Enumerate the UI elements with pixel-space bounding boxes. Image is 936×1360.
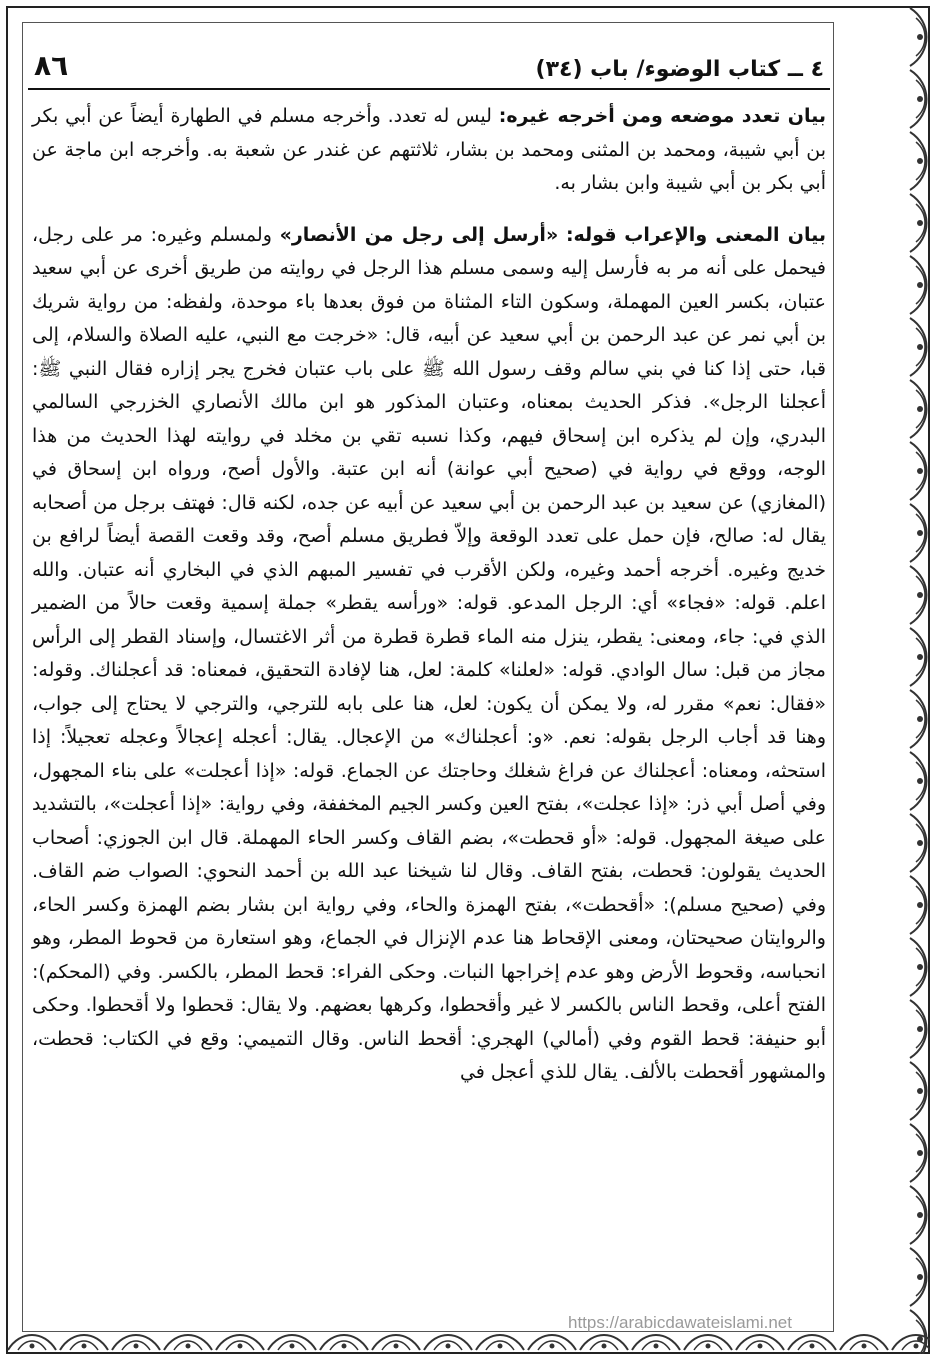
section-text: ليس له تعدد. وأخرجه مسلم في الطهارة أيضاً عن أبي بكر بن أبي شيبة، ومحمد بن المثنى ومحمد بن بشار، ثلاثتهم عن غندر عن شعبة به. وأخرجه ابن ماجة عن أبي بكر بن أبي شيبة وابن بشار به. (32, 105, 826, 194)
page-body (28, 90, 830, 1090)
page-number: ٨٦ (34, 49, 69, 82)
section-occurrence (32, 100, 826, 201)
hadith-quote: «أرسل إلى رجل من الأنصار» (279, 223, 559, 246)
quote-label: قوله: (565, 223, 617, 246)
section-heading: بيان تعدد موضعه ومن أخرجه غيره: (498, 105, 826, 127)
running-head: ٤ ــ كتاب الوضوء/ باب (٣٤) (535, 57, 824, 82)
side-ornament-border (846, 6, 930, 1354)
section-text: ولمسلم وغيره: مر على رجل، فيحمل على أنه مر به فأرسل إليه وسمى مسلم هذا الرجل في روايته من طريق أخرى عن أبي سعيد عتبان، بكسر العين المهملة، وسكون التاء المثناة من فوق بعدها باء موحدة، ولفظه: من رواية شريك بن أبي نمر عن عبد الرحمن بن أبي سعيد عن أبيه، قال: «خرجت مع النبي، عليه الصلاة والسلام، إلى قبا، حتى إذا كنا في بني سالم وقف رسول الله ﷺ على باب عتبان فخرج يجر إزاره فقال النبي ﷺ: أعجلنا الرجل». فذكر الحديث بمعناه، وعتبان المذكور هو ابن مالك الأنصاري الخزرجي السالمي البدري، وإن لم يذكره ابن إسحاق فيهم، وكذا نسبه تقي بن مخلد في روايته لهذا الحديث من هذا الوجه، ووقع في رواية في (صحيح أبي عوانة) أنه ابن عتبة. والأول أصح، ورواه ابن إسحاق في (المغازي) عن سعيد بن عبد الرحمن بن أبي سعيد عن أبيه عن جده، لكنه قال: فهتف برجل من أصحابه يقال له: صالح، فإن حمل على تعدد الوقعة وإلاّ فطريق مسلم أصح، وقد وقعت القصة أيضاً لرافع بن خديج وغيره. أخرجه أحمد وغيره، ولكن الأقرب في تفسير المبهم الذي في البخاري أنه عتبان. والله اعلم. قوله: «فجاء» أي: الرجل المدعو. قوله: «ورأسه يقطر» جملة إسمية وقعت حالاً من الضمير الذي في: جاء، ومعنى: يقطر، ينزل منه الماء قطرة قطرة من أثر الاغتسال، وإسناد القطر إلى الرأس مجاز من قبل: سال الوادي. قوله: «لعلنا» كلمة: لعل، هنا لإفادة التحقيق، فمعناه: قد أعجلناك. وقوله: «فقال: نعم» مقرر له، ولا يمكن أن يكون: لعل، هنا على بابه للترجي، والترجي لا يحتاج إلى جواب، وهنا قد أجاب الرجل بقوله: نعم. «و: أعجلناك» من الإعجال. يقال: أعجله إعجالاً وعجله تعجيلاً: إذا استحثه، ومعناه: أعجلناك عن فراغ شغلك وحاجتك عن الجماع. قوله: «إذا أعجلت» على بناء المجهول، وفي أصل أبي ذر: «إذا عجلت»، بفتح العين وكسر الجيم المخففة، وفي رواية: «إذا أعجلت»، بالتشديد على صيغة المجهول. قوله: «أو قحطت»، بضم القاف وكسر الحاء المهملة. قال ابن الجوزي: أصحاب الحديث يقولون: قحطت، بفتح القاف. وقال لنا شيخنا عبد الله بن أحمد النحوي: الصواب ضم القاف. وفي (صحيح مسلم): «أقحطت»، بفتح الهمزة والحاء، وفي رواية ابن بشار بضم الهمزة وكسر الحاء، والروايتان صحيحتان، ومعنى الإقحاط هنا عدم الإنزال في الجماع، وهو استعارة من قحوط المطر، وهو انحباسه، وقحوط الأرض وهو عدم إخراجها النبات. وحكى الفراء: قحط المطر، بالكسر. وفي (المحكم): الفتح أعلى، وقحط الناس بالكسر لا غير وأقحطوا، وكرهها بعضهم. ولا يقال: قحطوا ولا أقحطوا. وحكى أبو حنيفة: قحط القوم وفي (أمالي) الهجري: أقحط الناس. وقال التميمي: وقع في الكتاب: قحطت، والمشهور أقحطت بالألف. يقال للذي أعجل في (32, 223, 826, 1083)
section-heading: بيان المعنى والإعراب (624, 223, 826, 246)
page-header (28, 46, 830, 90)
section-meaning (32, 219, 826, 1090)
source-watermark: https://arabicdawateislami.net (568, 1313, 792, 1332)
book-page (28, 46, 830, 1326)
